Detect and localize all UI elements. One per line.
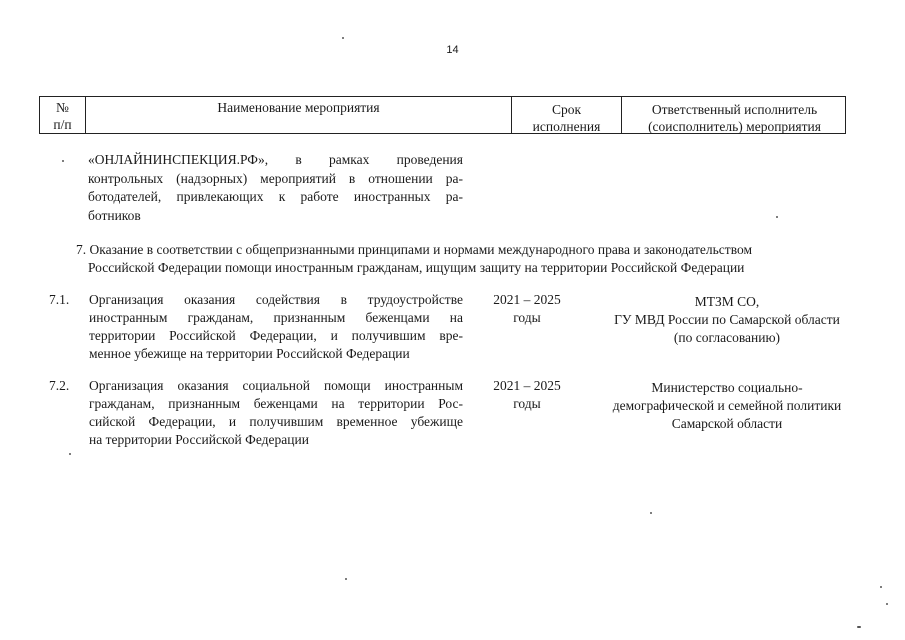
scan-speck	[62, 160, 64, 162]
header-text: Ответственный исполнитель	[651, 102, 818, 117]
header-text: №	[56, 100, 69, 115]
text-line: МТЗМ СО,	[694, 294, 760, 309]
scan-speck	[345, 578, 347, 580]
text-line: годы	[513, 396, 541, 411]
text-line: ботников	[88, 207, 141, 223]
text-line: Министерство социально-	[651, 380, 803, 395]
item-term	[472, 377, 582, 413]
item-responsible	[582, 379, 872, 433]
text-line: ГУ МВД России по Самарской области	[614, 312, 840, 327]
text-line: годы	[513, 310, 541, 325]
header-text: п/п	[53, 117, 72, 132]
text-line: иностранным гражданам, признанным беженцами на	[89, 310, 463, 325]
continuation-text	[88, 151, 463, 225]
header-col-responsible	[622, 97, 847, 133]
text-line: менное убежище на территории Российской Федерации	[89, 346, 410, 361]
item-responsible	[582, 293, 872, 347]
item-number: 7.2.	[49, 378, 70, 393]
text-line: контрольных (надзорных) мероприятий в отношении ра-	[88, 170, 463, 186]
item-name	[89, 377, 463, 449]
section-heading-line: 7. Оказание в соответствии с общепризнанными принципами и нормами международного права и законодательством	[76, 242, 753, 257]
text-line: сийской Федерации, и получившим временное убежище	[89, 414, 463, 429]
scan-speck	[880, 586, 882, 588]
text-line: ботодателей, привлекающих к работе иностранных ра-	[88, 189, 463, 204]
scan-speck	[857, 626, 861, 628]
header-text: исполнения	[532, 119, 601, 134]
text-line: Организация оказания содействия в трудоустройстве	[89, 292, 463, 307]
header-text: Срок	[551, 102, 582, 117]
header-text: (соисполнитель) мероприятия	[648, 119, 821, 134]
item-name	[89, 291, 463, 363]
header-col-number	[40, 97, 86, 133]
text-line: (по согласованию)	[673, 330, 781, 345]
text-line: демографической и семейной политики	[612, 398, 842, 413]
text-line: 2021 – 2025	[493, 292, 561, 307]
item-term	[472, 291, 582, 327]
section-heading	[76, 241, 856, 277]
scan-speck	[886, 603, 888, 605]
header-text: Наименование мероприятия	[217, 100, 380, 115]
text-line: «ОНЛАЙНИНСПЕКЦИЯ.РФ», в рамках проведения	[88, 152, 463, 167]
scan-speck	[650, 512, 652, 514]
section-heading-line: Российской Федерации помощи иностранным гражданам, ищущим защиту на территории Российской Федерации	[88, 260, 745, 275]
page-number: 14	[446, 44, 459, 56]
text-line: территории Российской Федерации, и получившим вре-	[89, 328, 463, 343]
item-number: 7.1.	[49, 292, 70, 307]
header-col-term	[512, 97, 622, 133]
scan-speck	[342, 37, 344, 39]
text-line: Организация оказания социальной помощи иностранным	[89, 378, 463, 393]
scan-speck	[776, 216, 778, 218]
scan-speck	[69, 453, 71, 455]
text-line: гражданам, признанным беженцами на территории Рос-	[89, 396, 463, 411]
text-line: 2021 – 2025	[493, 378, 561, 393]
text-line: Самарской области	[671, 416, 783, 431]
text-line: на территории Российской Федерации	[89, 432, 309, 447]
header-col-name	[86, 97, 512, 133]
table-header	[39, 96, 846, 134]
